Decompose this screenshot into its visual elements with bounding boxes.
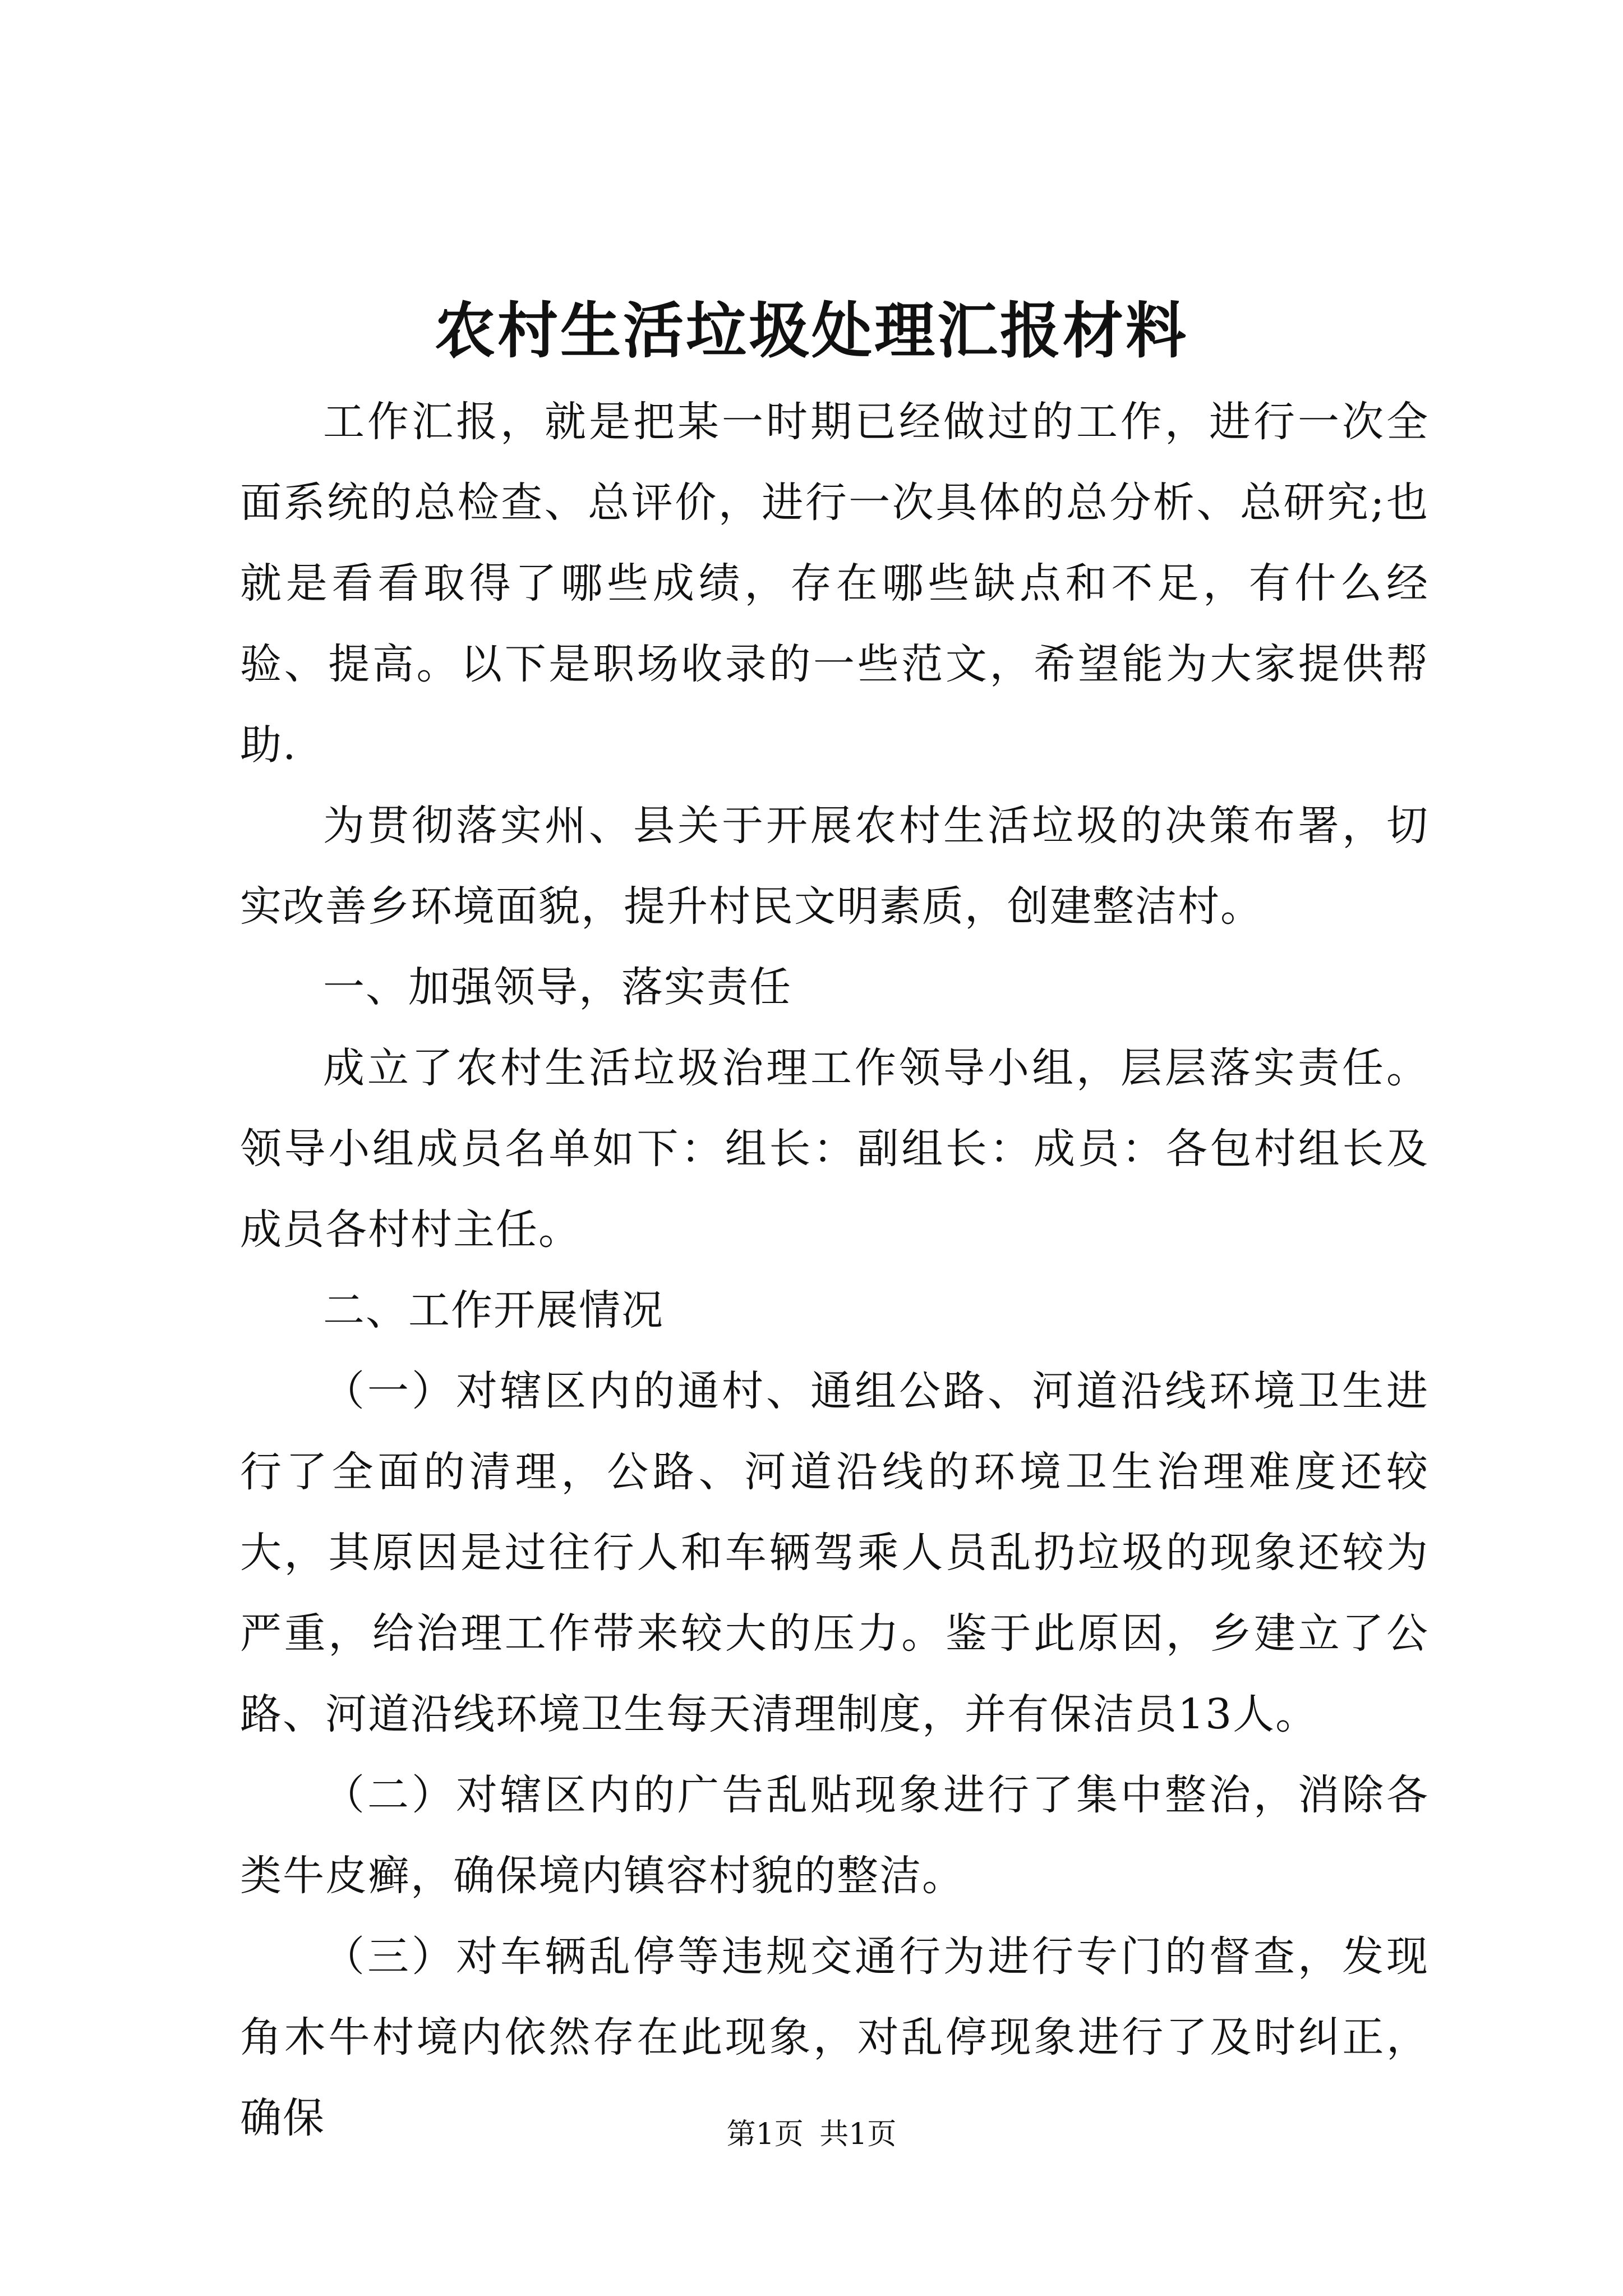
paragraph-item-2: （二）对辖区内的广告乱贴现象进行了集中整治，消除各类牛皮癣，确保境内镇容村貌的整洁。: [240, 1771, 1429, 1900]
document-body: [240, 381, 1429, 2159]
page-total: 共1页: [819, 2118, 897, 2151]
paragraph-purpose: 为贯彻落实州、县关于开展农村生活垃圾的决策布署，切实改善乡环境面貌，提升村民文明素质，创建整洁村。: [240, 802, 1429, 931]
document-title: 农村生活垃圾处理汇报材料: [434, 296, 1188, 366]
paragraph-item-1: （一）对辖区内的通村、通组公路、河道沿线环境卫生进行了全面的清理，公路、河道沿线的环境卫生治理难度还较大，其原因是过往行人和车辆驾乘人员乱扔垃圾的现象还较为严重，给治理工作带来较大的压力。鉴于此原因，乡建立了公路、河道沿线环境卫生每天清理制度，并有保洁员13人。: [240, 1367, 1429, 1738]
paragraph-leadership: 成立了农村生活垃圾治理工作领导小组，层层落实责任。领导小组成员名单如下：组长：副组长：成员：各包村组长及成员各村村主任。: [240, 1044, 1429, 1254]
section-heading-2: 二、工作开展情况: [323, 1286, 664, 1335]
page-number: 第1页: [726, 2118, 804, 2151]
page-footer: [0, 2115, 1623, 2154]
paragraph-item-3: （三）对车辆乱停等违规交通行为进行专门的督查，发现角木牛村境内依然存在此现象，对乱停现象进行了及时纠正，确保: [240, 1932, 1429, 2142]
section-heading-1: 一、加强领导，落实责任: [323, 963, 792, 1011]
paragraph-intro: 工作汇报，就是把某一时期已经做过的工作，进行一次全面系统的总检查、总评价，进行一次具体的总分析、总研究;也就是看看取得了哪些成绩，存在哪些缺点和不足，有什么经验、提高。以下是职场收录的一些范文，希望能为大家提供帮助.: [240, 398, 1429, 769]
